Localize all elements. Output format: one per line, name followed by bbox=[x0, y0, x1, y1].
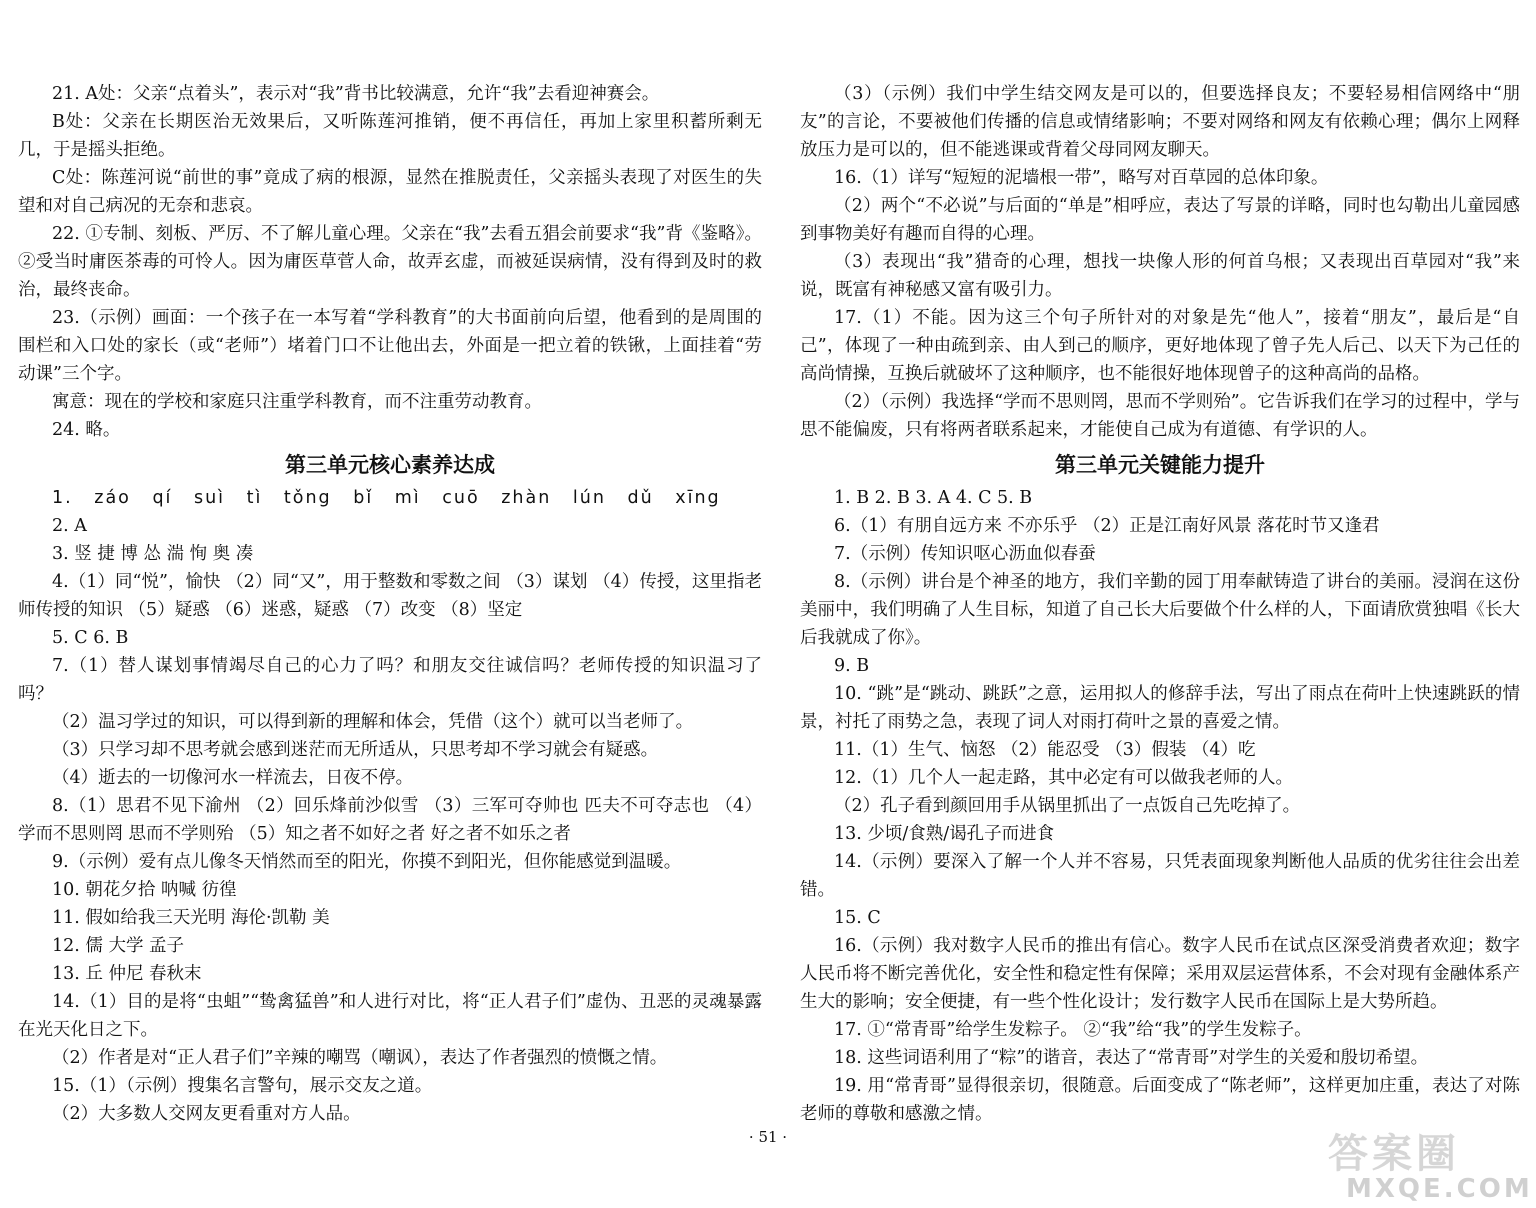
key-answer-7: 7.（示例）传知识呕心沥血似春蚕 bbox=[834, 544, 1096, 564]
answer-21-c: C处：陈莲河说“前世的事”竟成了病的根源，显然在推脱责任，父亲摇头表现了对医生的失望和对自己病况的无奈和悲哀。 bbox=[18, 168, 762, 216]
key-answer-17: 17. ①“常青哥”给学生发粽子。 ②“我”给“我”的学生发粽子。 bbox=[834, 1020, 1312, 1040]
answer-5-6: 5. C 6. B bbox=[52, 628, 129, 648]
answer-16-3: （3）表现出“我”猎奇的心理，想找一块像人形的何首乌根；又表现出百草园对“我”来说，既富有神秘感又富有吸引力。 bbox=[800, 252, 1520, 300]
key-answer-12-2: （2）孔子看到颜回用手从锅里抓出了一点饭自己先吃掉了。 bbox=[834, 796, 1301, 816]
answer-16-1: 16.（1）详写“短短的泥墙根一带”，略写对百草园的总体印象。 bbox=[834, 168, 1329, 188]
watermark-logo bbox=[1328, 1122, 1533, 1204]
answer-17-2: （2）（示例）我选择“学而不思则罔，思而不学则殆”。它告诉我们在学习的过程中，学与思不能偏废，只有将两者联系起来，才能使自己成为有道德、有学识的人。 bbox=[800, 392, 1520, 440]
answer-24: 24. 略。 bbox=[52, 420, 121, 440]
answer-16-2: （2）两个“不必说”与后面的“单是”相呼应，表达了写景的详略，同时也勾勒出儿童园感到事物美好有趣而自得的心理。 bbox=[800, 196, 1520, 244]
answer-15-3: （3）（示例）我们中学生结交网友是可以的，但要选择良友；不要轻易相信网络中“朋友”的言论，不要被他们传播的信息或情绪影响；不要对网络和网友有依赖心理；偶尔上网释放压力是可以的，但不能逃课或背着父母同网友聊天。 bbox=[800, 84, 1520, 160]
key-answer-12-1: 12.（1）几个人一起走路，其中必定有可以做我老师的人。 bbox=[834, 768, 1293, 788]
right-column bbox=[800, 80, 1520, 1128]
answer-7-3: （3）只学习却不思考就会感到迷茫而无所适从，只思考却不学习就会有疑惑。 bbox=[52, 740, 659, 760]
answer-17-1: 17.（1）不能。因为这三个句子所针对的对象是先“他人”，接着“朋友”，最后是“自己”，体现了一种由疏到亲、由人到己的顺序，更好地体现了曾子先人后己、以天下为己任的高尚情操，互换后就破坏了这种顺序，也不能很好地体现曾子的这种高尚的品格。 bbox=[800, 308, 1520, 384]
answer-11: 11. 假如给我三天光明 海伦·凯勒 美 bbox=[52, 908, 330, 928]
key-answer-10: 10. “跳”是“跳动、跳跃”之意，运用拟人的修辞手法，写出了雨点在荷叶上快速跳跃的情景，衬托了雨势之急，表现了词人对雨打荷叶之景的喜爱之情。 bbox=[800, 684, 1520, 732]
answer-23: 23.（示例）画面：一个孩子在一本写着“学科教育”的大书面前向后望，他看到的是周围的围栏和入口处的家长（或“老师”）堵着门口不让他出去，外面是一把立着的铁锹，上面挂着“劳动课”三个字。 bbox=[18, 308, 762, 384]
answer-15-1: 15.（1）（示例）搜集名言警句，展示交友之道。 bbox=[52, 1076, 433, 1096]
answer-7-2: （2）温习学过的知识，可以得到新的理解和体会，凭借（这个）就可以当老师了。 bbox=[52, 712, 694, 732]
answer-3: 3. 竖 捷 博 怂 湍 恂 奥 凑 bbox=[52, 544, 254, 564]
key-answer-18: 18. 这些词语利用了“粽”的谐音，表达了“常青哥”对学生的关爱和殷切希望。 bbox=[834, 1048, 1429, 1068]
key-answer-6: 6.（1）有朋自远方来 不亦乐乎 （2）正是江南好风景 落花时节又逢君 bbox=[834, 516, 1380, 536]
answer-23-meaning: 寓意：现在的学校和家庭只注重学科教育，而不注重劳动教育。 bbox=[52, 392, 542, 412]
answer-21-a: 21. A处：父亲“点着头”，表示对“我”背书比较满意，允许“我”去看迎神赛会。 bbox=[52, 84, 660, 104]
section-title-core: 第三单元核心素养达成 bbox=[285, 453, 495, 477]
watermark-title: 答案圈 bbox=[1328, 1131, 1460, 1177]
left-column bbox=[18, 80, 762, 1128]
key-answer-9: 9. B bbox=[834, 656, 870, 676]
key-answer-14: 14.（示例）要深入了解一个人并不容易，只凭表面现象判断他人品质的优劣往往会出差错。 bbox=[800, 852, 1520, 900]
answer-14-1: 14.（1）目的是将“虫蛆”“鸷禽猛兽”和人进行对比，将“正人君子们”虚伪、丑恶的灵魂暴露在光天化日之下。 bbox=[18, 992, 762, 1040]
answer-4: 4.（1）同“悦”，愉快 （2）同“又”，用于整数和零数之间 （3）谋划 （4）传授，这里指老师传授的知识 （5）疑惑 （6）迷惑，疑惑 （7）改变 （8）坚定 bbox=[18, 572, 762, 620]
key-answer-13: 13. 少顷/食熟/谒孔子而进食 bbox=[834, 824, 1055, 844]
answer-15-2: （2）大多数人交网友更看重对方人品。 bbox=[52, 1104, 361, 1124]
key-answer-16: 16.（示例）我对数字人民币的推出有信心。数字人民币在试点区深受消费者欢迎；数字人民币将不断完善优化，安全性和稳定性有保障；采用双层运营体系，不会对现有金融体系产生大的影响；安全便捷，有一些个性化设计；发行数字人民币在国际上是大势所趋。 bbox=[800, 936, 1520, 1012]
answer-10: 10. 朝花夕拾 呐喊 彷徨 bbox=[52, 880, 237, 900]
key-answer-11: 11.（1）生气、恼怒 （2）能忍受 （3）假装 （4）吃 bbox=[834, 740, 1256, 760]
key-answer-8: 8.（示例）讲台是个神圣的地方，我们辛勤的园丁用奉献铸造了讲台的美丽。浸润在这份美丽中，我们明确了人生目标，知道了自己长大后要做个什么样的人，下面请欣赏独唱《长大后我就成了你》。 bbox=[800, 572, 1520, 648]
answer-8: 8.（1）思君不见下渝州 （2）回乐烽前沙似雪 （3）三军可夺帅也 匹夫不可夺志也 （4）学而不思则罔 思而不学则殆 （5）知之者不如好之者 好之者不如乐之者 bbox=[18, 796, 762, 844]
answer-12: 12. 儒 大学 孟子 bbox=[52, 936, 185, 956]
answer-9: 9.（示例）爱有点儿像冬天悄然而至的阳光，你摸不到阳光，但你能感觉到温暖。 bbox=[52, 852, 682, 872]
page-number: · 51 · bbox=[748, 1128, 788, 1146]
key-answer-19: 19. 用“常青哥”显得很亲切，很随意。后面变成了“陈老师”，这样更加庄重，表达了对陈老师的尊敬和感激之情。 bbox=[800, 1076, 1520, 1124]
answer-7-4: （4）逝去的一切像河水一样流去，日夜不停。 bbox=[52, 768, 414, 788]
answer-1-pinyin: 1. záo qí suì tì tǒng bǐ mì cuō zhàn lún dǔ xīng bbox=[52, 488, 721, 508]
key-answer-1-5: 1. B 2. B 3. A 4. C 5. B bbox=[834, 488, 1033, 508]
key-answer-15: 15. C bbox=[834, 908, 881, 928]
answer-7-1: 7.（1）替人谋划事情竭尽自己的心力了吗？和朋友交往诚信吗？老师传授的知识温习了吗？ bbox=[18, 656, 762, 704]
answer-22: 22. ①专制、刻板、严厉、不了解儿童心理。父亲在“我”去看五猖会前要求“我”背《鉴略》。②受当时庸医茶毒的可怜人。因为庸医草菅人命，故弄玄虚，而被延误病情，没有得到及时的救治，最终丧命。 bbox=[18, 224, 762, 300]
answer-21-b: B处：父亲在长期医治无效果后，又听陈莲河推销，便不再信任，再加上家里积蓄所剩无几，于是摇头拒绝。 bbox=[18, 112, 762, 160]
answer-13: 13. 丘 仲尼 春秋末 bbox=[52, 964, 202, 984]
watermark-url: MXQE.COM bbox=[1346, 1174, 1533, 1204]
answer-2: 2. A bbox=[52, 516, 87, 536]
section-title-key: 第三单元关键能力提升 bbox=[1055, 453, 1265, 477]
answer-14-2: （2）作者是对“正人君子们”辛辣的嘲骂（嘲讽），表达了作者强烈的愤慨之情。 bbox=[52, 1048, 668, 1068]
